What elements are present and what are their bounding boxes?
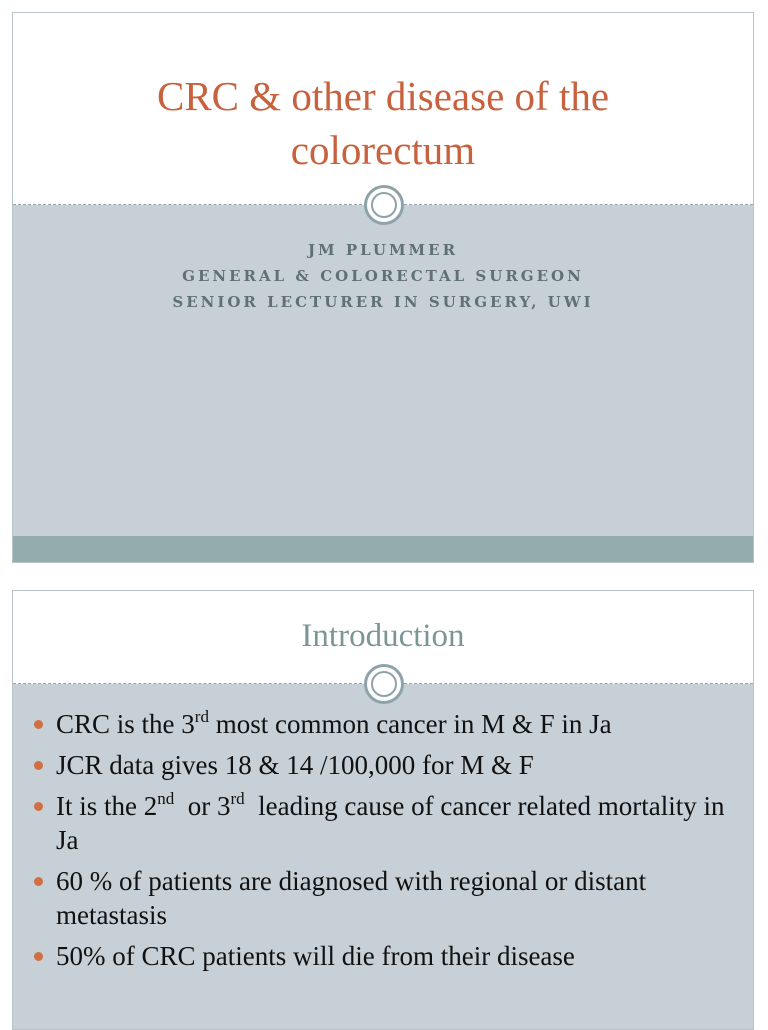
introduction-slide [12, 590, 754, 1030]
bullet-item: JCR data gives 18 & 14 /100,000 for M & F [33, 748, 748, 782]
author-position: SENIOR LECTURER IN SURGERY, UWI [172, 293, 594, 311]
bullet-item: 50% of CRC patients will die from their disease [33, 939, 748, 973]
bullet-item: 60 % of patients are diagnosed with regional or distant metastasis [33, 864, 748, 932]
author-role: GENERAL & COLORECTAL SURGEON [182, 267, 584, 285]
dot-bullet-icon [34, 952, 43, 961]
slide-title: Introduction [301, 618, 465, 654]
slide-title-line-2: colorectum [290, 127, 476, 173]
dot-bullet-icon [34, 877, 43, 886]
dot-bullet-icon [34, 802, 43, 811]
bullet-list [33, 707, 748, 980]
author-block [13, 237, 753, 315]
footer-band [13, 536, 753, 562]
dot-bullet-icon [34, 720, 43, 729]
double-ring-icon [364, 185, 404, 225]
bullet-item: It is the 2nd or 3rd leading cause of cancer related mortality in Ja [33, 789, 748, 857]
slide-title [13, 69, 753, 177]
slide-title-line-1: CRC & other disease of the [156, 73, 610, 119]
double-ring-icon [364, 664, 404, 704]
dot-bullet-icon [34, 761, 43, 770]
bullet-item: CRC is the 3rd most common cancer in M & F in Ja [33, 707, 748, 741]
slide-header [13, 13, 753, 205]
author-name: JM PLUMMER [307, 241, 459, 259]
title-slide [12, 12, 754, 563]
